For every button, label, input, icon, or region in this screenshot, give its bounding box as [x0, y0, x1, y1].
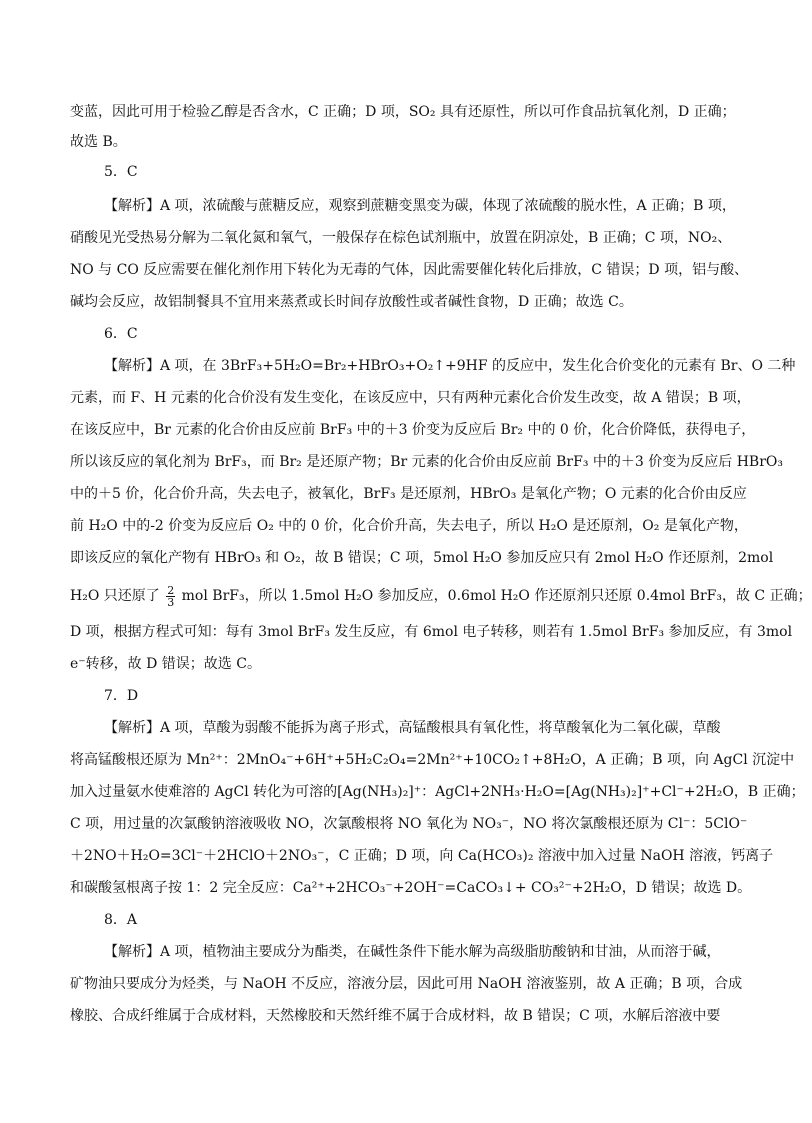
text-line: 【解析】A 项，草酸为弱酸不能拆为离子形式，高锰酸根具有氧化性，将草酸氧化为二氧化碳，草酸: [104, 720, 721, 736]
text-line: 【解析】A 项，在 3BrF₃+5H₂O=Br₂+HBrO₃+O₂↑+9HF 的反应中，发生化合价变化的元素有 Br、O 二种: [104, 358, 796, 374]
text-line: 在该反应中，Br 元素的化合价由反应前 BrF₃ 中的＋3 价变为反应后 Br₂ 中的 0 价，化合价降低，获得电子，: [70, 422, 756, 438]
text-line: D 项，根据方程式可知：每有 3mol BrF₃ 发生反应，有 6mol 电子转移，则若有 1.5mol BrF₃ 参加反应，有 3mol: [70, 624, 793, 640]
question-number: 7．D: [104, 688, 139, 704]
text-line: 加入过量氨水使难溶的 AgCl 转化为可溶的[Ag(NH₃)₂]⁺：AgCl+2NH₃·H₂O=[Ag(NH₃)₂]⁺+Cl⁻+2H₂O，B 正确；: [70, 784, 805, 800]
fraction-numerator: 2: [167, 583, 175, 597]
text-line: 中的＋5 价，化合价升高，失去电子，被氧化，BrF₃ 是还原剂，HBrO₃ 是氧化产物；O 元素的化合价由反应: [70, 486, 747, 502]
text-line: 前 H₂O 中的-2 价变为反应后 O₂ 中的 0 价，化合价升高，失去电子，所以 H₂O 是还原剂，O₂ 是氧化产物，: [70, 518, 748, 534]
text-line: 元素，而 F、H 元素的化合价没有发生变化，在该反应中，只有两种元素化合价发生改变，故 A 错误；B 项，: [70, 390, 751, 406]
question-number: 6．C: [104, 326, 138, 342]
text-line: 和碳酸氢根离子按 1：2 完全反应：Ca²⁺+2HCO₃⁻+2OH⁻=CaCO₃↓+ CO₃²⁻+2H₂O，D 错误；故选 D。: [70, 880, 752, 896]
text-segment: H₂O 只还原了: [70, 588, 165, 604]
fraction: [166, 585, 175, 608]
text-line: 橡胶、合成纤维属于合成材料，天然橡胶和天然纤维不属于合成材料，故 B 错误；C 项，水解后溶液中要: [70, 1008, 721, 1024]
text-line-with-fraction: [70, 581, 812, 611]
text-line: 硝酸见光受热易分解为二氧化氮和氧气，一般保存在棕色试剂瓶中，放置在阴凉处，B 正确；C 项，NO₂、: [70, 230, 732, 246]
text-line: 所以该反应的氧化剂为 BrF₃，而 Br₂ 是还原产物；Br 元素的化合价由反应前 BrF₃ 中的＋3 价变为反应后 HBrO₃: [70, 454, 783, 470]
text-line: NO 与 CO 反应需要在催化剂作用下转化为无毒的气体，因此需要催化转化后排放，C 错误；D 项，铝与酸、: [70, 262, 749, 278]
text-line: 将高锰酸根还原为 Mn²⁺：2MnO₄⁻+6H⁺+5H₂C₂O₄=2Mn²⁺+10CO₂↑+8H₂O，A 正确；B 项，向 AgCl 沉淀中: [70, 752, 795, 768]
text-line: C 项，用过量的次氯酸钠溶液吸收 NO，次氯酸根将 NO 氧化为 NO₃⁻，NO 将次氯酸根还原为 Cl⁻：5ClO⁻: [70, 816, 748, 832]
text-line: 【解析】A 项，浓硫酸与蔗糖反应，观察到蔗糖变黑变为碳，体现了浓硫酸的脱水性，A 正确；B 项，: [104, 198, 736, 214]
question-number: 8．A: [104, 912, 138, 928]
text-line: e⁻转移，故 D 错误；故选 C。: [70, 656, 261, 672]
text-line: 【解析】A 项，植物油主要成分为酯类，在碱性条件下能水解为高级脂肪酸钠和甘油，从而溶于碱，: [104, 944, 721, 960]
fraction-denominator: 3: [167, 595, 175, 609]
text-segment: mol BrF₃，所以 1.5mol H₂O 参加反应，0.6mol H₂O 作还原剂只还原 0.4mol BrF₃，故 C 正确；: [177, 588, 812, 604]
text-line: 故选 B。: [70, 134, 127, 150]
text-line: 碱均会反应，故铝制餐具不宜用来蒸煮或长时间存放酸性或者碱性食物，D 正确；故选 C。: [70, 294, 633, 310]
question-number: 5．C: [104, 164, 138, 180]
text-line: 即该反应的氧化产物有 HBrO₃ 和 O₂，故 B 错误；C 项，5mol H₂O 参加反应只有 2mol H₂O 作还原剂，2mol: [70, 550, 774, 566]
text-line: 矿物油只要成分为烃类，与 NaOH 不反应，溶液分层，因此可用 NaOH 溶液鉴别，故 A 正确；B 项，合成: [70, 976, 743, 992]
text-line: ＋2NO＋H₂O=3Cl⁻＋2HClO＋2NO₃⁻，C 正确；D 项，向 Ca(HCO₃)₂ 溶液中加入过量 NaOH 溶液，钙离子: [70, 848, 774, 864]
text-line: 变蓝，因此可用于检验乙醇是否含水，C 正确；D 项，SO₂ 具有还原性，所以可作食品抗氧化剂，D 正确；: [70, 104, 736, 120]
